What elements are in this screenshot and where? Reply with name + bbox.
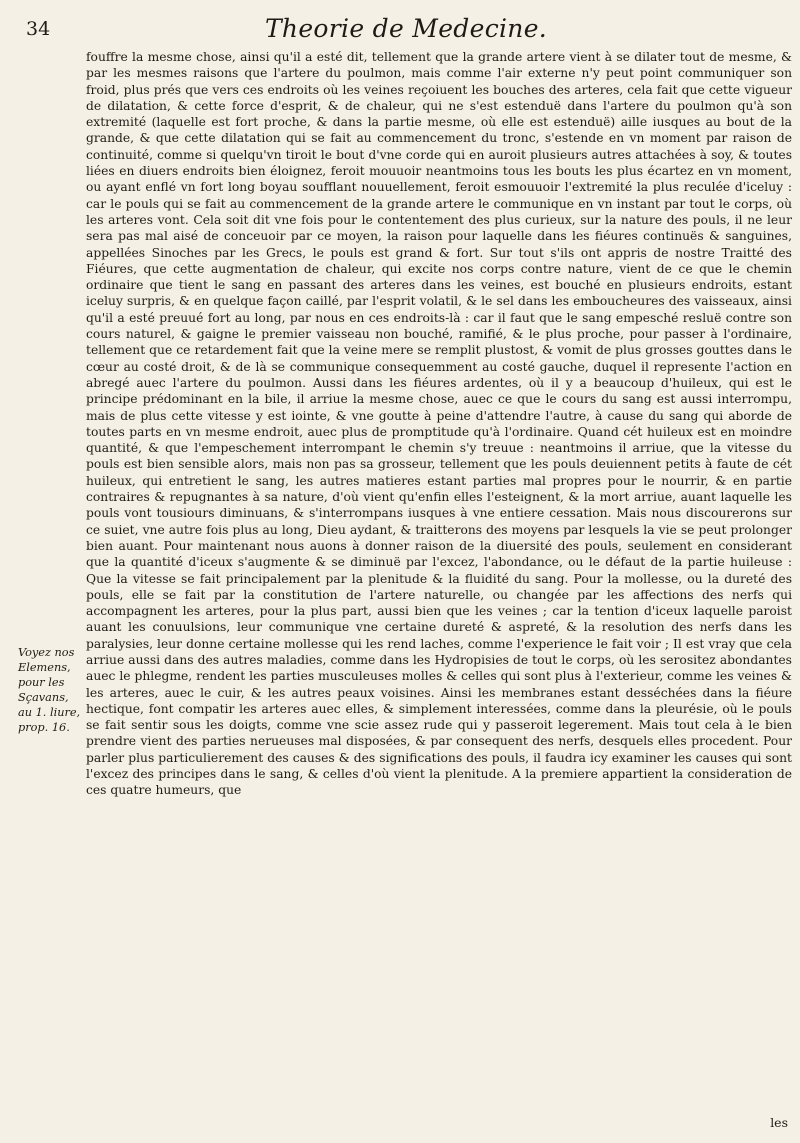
- body-paragraph: fouffre la mesme chose, ainsi qu'il a esté dit, tellement que la grande artere vient à se dilater tout de mesme, & par les mesmes raisons que l'artere du poulmon, mais comme l'air externe n'y peut point communiquer son froid, plus prés que vers ces endroits où les veines reçoiuent les bouches des arteres, cela fait que cette vigueur de dilatation, & cette force d'esprit, & de chaleur, qui ne s'est estenduë dans l'artere du poulmon qu'à son extremité (laquelle est fort proche, & dans la partie mesme, où elle est estenduë) aille iusques au bout de la grande, & que cette dilatation qui se fait au commencement du tronc, s'estende en vn moment par raison de continuité, comme si quelqu'vn tiroit le bout d'vne corde qui en auroit plusieurs autres attachées à soy, & toutes liées en diuers endroits bien éloignez, feroit mouuoir neantmoins tous les bouts les plus écartez en vn moment, ou ayant enflé vn fort long boyau soufflant nouuellement, feroit esmouuoir l'extremité la plus reculée d'iceluy : car le pouls qui se fait au commencement de la grande artere le communique en vn instant par tout le corps, où les arteres vont. Cela soit dit vne fois pour le contentement des plus curieux, sur la nature des pouls, il ne leur sera pas mal aisé de conceuoir par ce moyen, la raison pour laquelle dans les fiéures continuës & sanguines, appellées Sinoches par les Grecs, le pouls est grand & fort. Sur tout s'ils ont appris de nostre Traitté des Fiéures, que cette augmentation de chaleur, qui excite nos corps contre nature, vient de ce que le chemin ordinaire que tient le sang en passant des arteres dans les veines, est bouché en plusieurs endroits, estant iceluy surpris, & en quelque façon caillé, par l'esprit volatil, & le sel dans les emboucheures des vaisseaux, ainsi qu'il a esté preuué fort au long, par nous en ces endroits-là : car il faut que le sang empesché resluë contre son cours naturel, & gaigne le premier vaisseau non bouché, ramifié, & le plus proche, pour passer à l'ordinaire, tellement que ce retardement fait que la veine mere se remplit plustost, & vomit de plus grosses gouttes dans le cœur au costé droit, & de là se communique consequemment au costé gauche, duquel il represente l'action en abregé auec l'artere du poulmon. Aussi dans les fiéures ardentes, où il y a beaucoup d'huileux, qui est le principe prédominant en la bile, il arriue la mesme chose, auec ce que le cours du sang est aussi interrompu, mais de plus cette vitesse y est iointe, & vne goutte à peine d'attendre l'autre, à cause du sang qui aborde de toutes parts en vn mesme endroit, auec plus de promptitude qu'à l'ordinaire. Quand cét huileux est en moindre quantité, & que l'empeschement interrompant le chemin s'y treuue : neantmoins il arriue, que la vitesse du pouls est bien sensible alors, mais non pas sa grosseur, tellement que les pouls deuiennent petits à faute de cét huileux, qui entretient le sang, les autres matieres estant parties mal propres pour le nourrir, & en partie contraires & repugnantes à sa nature, d'où vient qu'enfin elles l'esteignent, & la mort arriue, auant laquelle les pouls vont tousiours diminuans, & s'interrompans iusques à vne entiere cessation. Mais nous discourerons sur ce suiet, vne autre fois plus au long, Dieu aydant, & traitterons des moyens par lesquels la vie se peut prolonger bien auant. Pour maintenant nous auons à donner raison de la diuersité des pouls, seulement en considerant que la quantité d'iceux s'augmente & se diminuë par l'excez, l'abondance, ou le défaut de la partie huileuse : Que la vitesse se fait principalement par la plenitude & la fluidité du sang. Pour la mollesse, ou la dureté des pouls, elle se fait par la constitution de l'artere naturelle, ou changée par les affections des nerfs qui accompagnent les arteres, pour la plus part, aussi bien que les veines ; car la tention d'iceux laquelle paroist auant les conuulsions, leur communique vne certaine dureté & aspreté, & la resolution des nerfs dans les paralysies, leur donne certaine mollesse qui les rend laches, comme l'experience le fait voir ; Il est vray que cela arriue aussi dans des autres maladies, comme dans les Hydropisies de tout le corps, où les serositez abondantes auec le phlegme, rendent les parties musculeuses molles & celles qui sont plus à l'exterieur, comme les veines & les arteres, auec le cuir, & les autres peaux voisines. Ainsi les membranes estant desséchées dans la fiéure hectique, font compatir les arteres auec elles, & simplement interessées, comme dans la pleurésie, où le pouls se fait sentir sous les doigts, comme vne scie assez rude qui y passeroit legerement. Mais tout cela à le bien prendre vient des parties nerueuses mal disposées, & par consequent des nerfs, desquels elles procedent. Pour parler plus particulierement des causes & des significations des pouls, il faudra icy examiner les causes qui sont l'excez des principes dans le sang, & celles d'où vient la plenitude. A la premiere appartient la consideration de ces quatre humeurs, que: [86, 50, 792, 798]
- margin-note: Voyez nos Elemens, pour les Sçavans, au 1. liure, prop. 16.: [18, 646, 81, 734]
- catchword: les: [770, 1115, 788, 1130]
- running-title: Theorie de Medecine.: [264, 14, 548, 43]
- page-header: [26, 14, 786, 44]
- body-text: [86, 49, 792, 799]
- page-number: 34: [26, 18, 51, 40]
